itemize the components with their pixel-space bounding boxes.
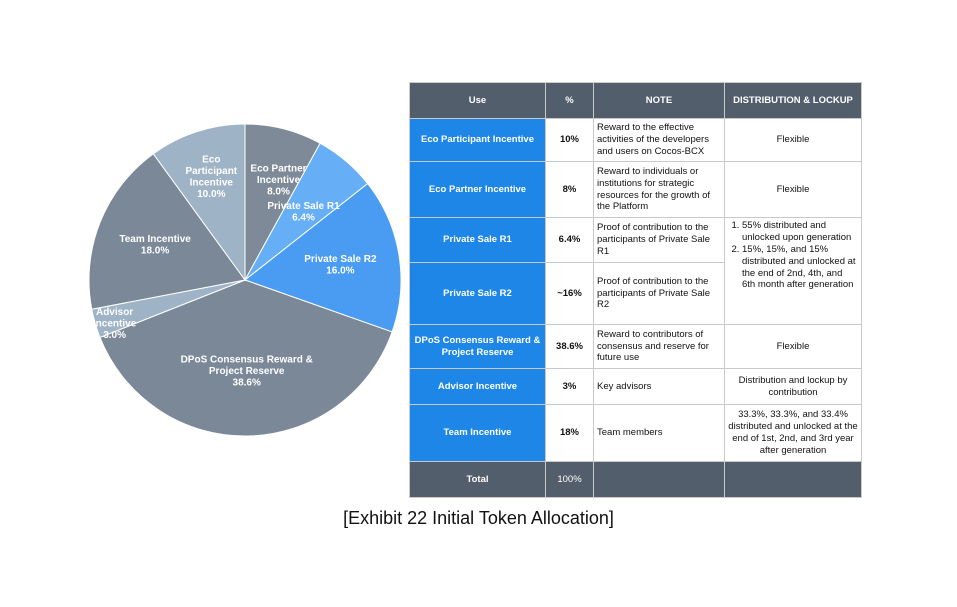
table-header-row: [410, 83, 862, 119]
slice-label: Advisor Incentive 3.0%: [92, 306, 137, 341]
allocation-table: [409, 82, 862, 498]
use-cell: Advisor Incentive: [410, 369, 546, 405]
percent-cell: ~16%: [546, 263, 594, 325]
percent-cell: 10%: [546, 119, 594, 162]
slice-label: Private Sale R1 6.4%: [267, 200, 340, 224]
note-cell: Reward to contributors of consensus and reserve for future use: [594, 325, 725, 369]
use-cell: Private Sale R2: [410, 263, 546, 325]
header-note: NOTE: [594, 83, 725, 119]
total-label: Total: [410, 462, 546, 498]
slice-label: Team Incentive 18.0%: [119, 234, 191, 257]
distribution-cell: Flexible: [725, 162, 862, 218]
slice-label: DPoS Consensus Reward & Project Reserve 38.6%: [180, 354, 313, 389]
note-cell: Proof of contribution to the participants of Private Sale R1: [594, 218, 725, 263]
table-row: [410, 162, 862, 218]
percent-cell: 6.4%: [546, 218, 594, 263]
header-percent: %: [546, 83, 594, 119]
table-row: [410, 369, 862, 405]
use-cell: Eco Partner Incentive: [410, 162, 546, 218]
slice-label: Eco Partner Incentive 8.0%: [250, 163, 307, 198]
use-cell: Team Incentive: [410, 405, 546, 462]
private-sale-distribution-cell: [725, 218, 862, 325]
distribution-item: 1. 55% distributed and unlocked upon generation: [742, 220, 858, 244]
private-sale-distribution-list: [728, 220, 858, 291]
header-use: Use: [410, 83, 546, 119]
note-cell: Team members: [594, 405, 725, 462]
slice-label: Private Sale R2 16.0%: [304, 254, 377, 277]
table-row: [410, 119, 862, 162]
header-distribution: DISTRIBUTION & LOCKUP: [725, 83, 862, 119]
distribution-cell: 33.3%, 33.3%, and 33.4% distributed and unlocked at the end of 1st, 2nd, and 3rd year after generation: [725, 405, 862, 462]
distribution-cell: Flexible: [725, 325, 862, 369]
note-cell: Key advisors: [594, 369, 725, 405]
use-cell: Private Sale R1: [410, 218, 546, 263]
percent-cell: 18%: [546, 405, 594, 462]
total-note-empty: [594, 462, 725, 498]
table-row: [410, 325, 862, 369]
distribution-cell: Distribution and lockup by contribution: [725, 369, 862, 405]
percent-cell: 3%: [546, 369, 594, 405]
use-cell: Eco Participant Incentive: [410, 119, 546, 162]
table-row: [410, 218, 862, 263]
distribution-cell: Flexible: [725, 119, 862, 162]
use-cell: DPoS Consensus Reward & Project Reserve: [410, 325, 546, 369]
percent-cell: 38.6%: [546, 325, 594, 369]
note-cell: Reward to individuals or institutions for strategic resources for the growth of the Platform: [594, 162, 725, 218]
table-row: [410, 405, 862, 462]
note-cell: Proof of contribution to the participants of Private Sale R2: [594, 263, 725, 325]
slice-label: Eco Participant Incentive 10.0%: [185, 154, 238, 200]
total-distribution-empty: [725, 462, 862, 498]
note-cell: Reward to the effective activities of the developers and users on Cocos-BCX: [594, 119, 725, 162]
table-total-row: [410, 462, 862, 498]
total-percent: 100%: [546, 462, 594, 498]
exhibit-caption: [Exhibit 22 Initial Token Allocation]: [343, 508, 614, 528]
distribution-item: 2. 15%, 15%, and 15% distributed and unlocked at the end of 2nd, 4th, and 6th month after generation: [742, 244, 858, 292]
percent-cell: 8%: [546, 162, 594, 218]
token-allocation-pie-chart: [80, 115, 400, 445]
